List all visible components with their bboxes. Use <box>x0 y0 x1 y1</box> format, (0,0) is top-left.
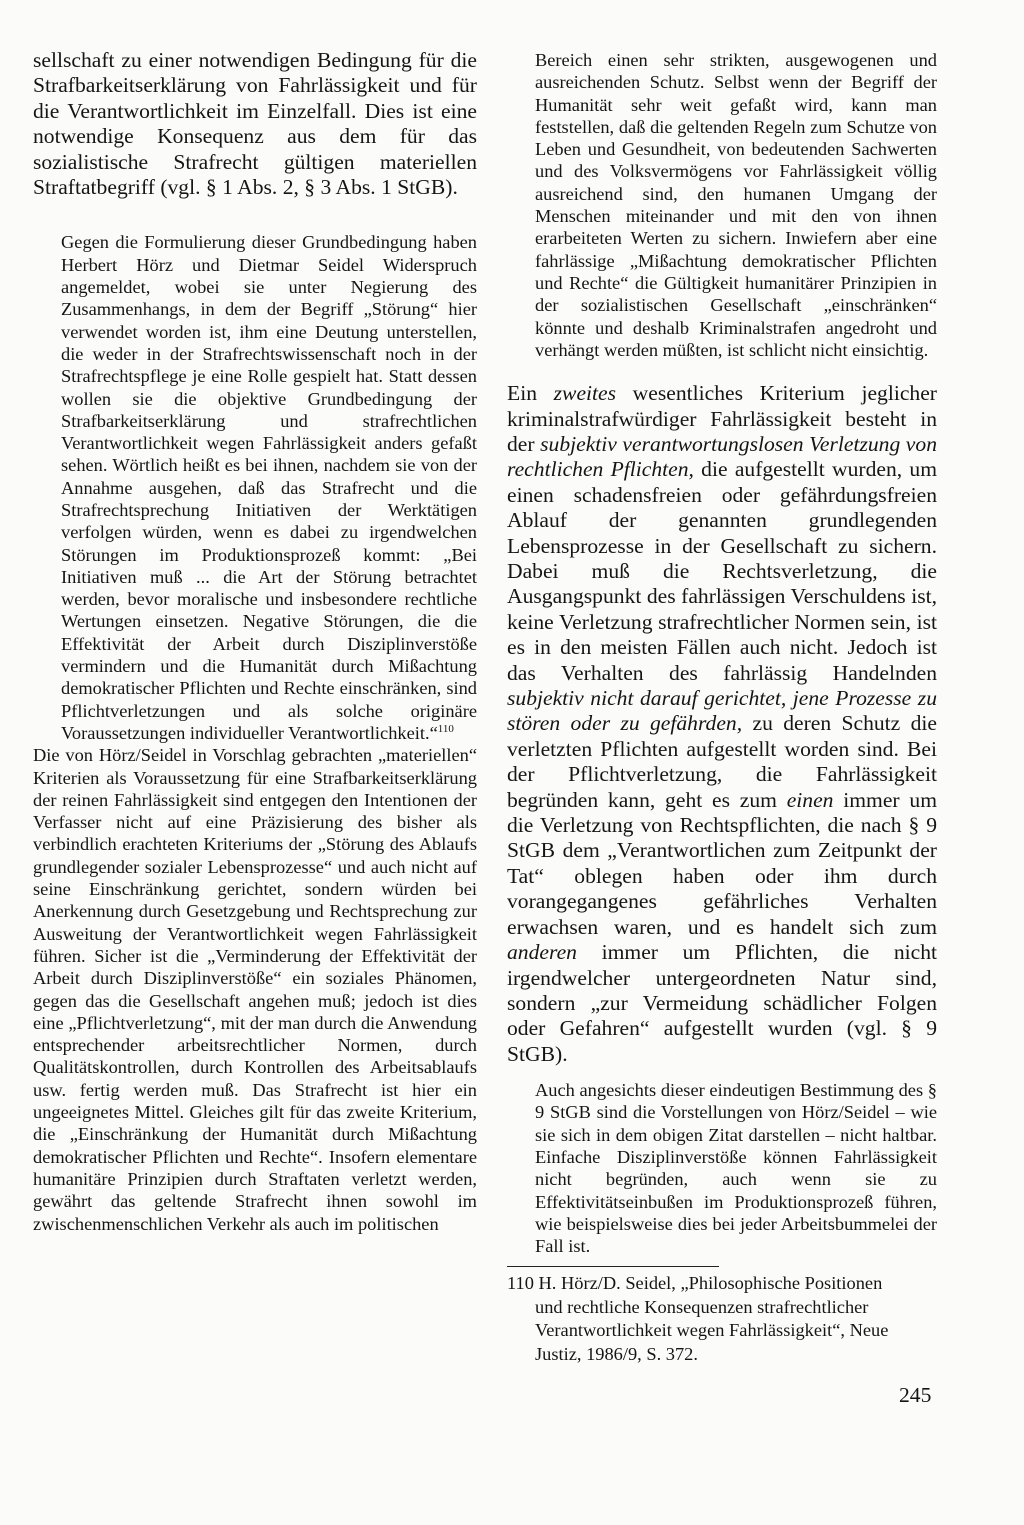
intro-paragraph: sellschaft zu einer notwendigen Bedingung für die Strafbarkeitserklärung von Fahrlässigkeit und für die Verantwortlichkeit im Einzelfall. Dies ist eine notwendige Konsequenz aus dem für das sozialistische Strafrecht gültigen materiellen Straftatbegriff (vgl. § 1 Abs. 2, § 3 Abs. 1 StGB). <box>33 48 477 200</box>
footnote-line: und rechtliche Konsequenzen strafrechtlicher <box>535 1296 869 1317</box>
indented-quote-text: Gegen die Formulierung dieser Grundbedingung haben Herbert Hörz und Dietmar Seidel Widerspruch angemeldet, wobei sie unter Negierung des Zusammenhangs, in dem der Begriff „Störung“ hier verwendet worden ist, ihm eine Deutung unterstellen, die weder in der Strafrechtswissenschaft noch in der Strafrechtspflege je eine Rolle gespielt hat. Statt dessen wollen sie die objektive Grundbedingung der Strafbarkeitserklärung und strafrechtlichen Verantwortlichkeit wegen Fahrlässigkeit anders gefaßt sehen. Wörtlich heißt es bei ihnen, nachdem sie von der Annahme ausgehen, daß das Strafrecht und die Strafrechtsprechung Initiativen der Werktätigen verfolgen würden, wenn es dabei zu irgendwelchen Störungen im Produktionsprozeß kommt: „Bei Initiativen muß ... die Art der Störung betrachtet werden, bevor moralische und insbesondere rechtliche Wertungen einsetzen. Negative Störungen, die die Effektivität der Arbeit durch Disziplinverstöße vermindern und die Humanität durch Mißachtung demokratischer Pflichten und Rechte einschränken, sind Pflichtverletzungen und als solche originäre Voraussetzungen individueller Verantwortlichkeit.“ <box>61 232 477 743</box>
text-run: die aufgestellt wurden, um einen schadensfreien oder gefährdungsfreien Ablauf der genannten grundlegenden Lebensprozesse in der Gesellschaft zu sichern. Dabei muß die Rechtsverletzung, die Ausgangspunkt des fahrlässigen Verschuldens ist, keine Verletzung strafrechtlicher Normen sein, ist es in den meisten Fällen auch nicht. Jedoch ist das Verhalten des fahrlässig Handelnden <box>507 457 938 685</box>
italic-run: anderen <box>507 940 577 965</box>
footnote-divider <box>507 1266 719 1267</box>
text-run: zu deren Schutz die verletzten Pflichten aufgestellt worden sind. Bei der Pflichtverletzung, die Fahrlässigkeit begründen kann, geht es zum <box>507 711 937 812</box>
footnote-reference: 110 <box>437 722 454 735</box>
indented-quote-paragraph <box>33 231 477 744</box>
main-paragraph-left: Die von Hörz/Seidel in Vorschlag gebrachten „materiellen“ Kriterien als Voraussetzung für eine Strafbarkeitserklärung der reinen Fahrlässigkeit sind entgegen den Intentionen der Verfasser nicht auf eine Präzisierung des bisher als verbindlich erachteten Kriteriums der „Störung des Ablaufs grundlegender sozialer Lebensprozesse“ und auch nicht auf seine Einschränkung gerichtet, sondern würden bei Anerkennung durch Gesetzgebung und Rechtsprechung zur Ausweitung der Verantwortlichkeit wegen Fahrlässigkeit führen. Sicher ist die „Verminderung der Effektivität der Arbeit durch Disziplinverstöße“ ein soziales Phänomen, gegen das die Gesellschaft angehen muß; jedoch ist dies eine „Pflichtverletzung“, mit der man durch die Anwendung entsprechender arbeitsrechtlicher Normen, durch Qualitätskontrollen, durch Kontrollen des Arbeitsablaufs usw. fertig werden muß. Das Strafrecht ist hier ein ungeeignetes Mittel. Gleiches gilt für das zweite Kriterium, die „Einschränkung der Humanität durch Mißachtung demokratischer Pflichten und Rechte“. Insofern elementare humanitäre Prinzipien durch Straftaten verletzt werden, gewährt das geltende Strafrecht ihnen sowohl im zwischenmenschlichen Verkehr als auch im politischen <box>33 745 477 1234</box>
footnote <box>507 1272 937 1366</box>
indented-paragraph-right: Auch angesichts dieser eindeutigen Bestimmung des § 9 StGB sind die Vorstellungen von Hörz/Seidel – wie sie sich in dem obigen Zitat darstellen – nicht haltbar. Einfache Disziplinverstöße können Fahrlässigkeit nicht begründen, auch wenn sie zu Effektivitätseinbußen im Produktionsprozeß führen, wie beispielsweise dies bei jeder Arbeitsbummelei der Fall ist. <box>535 1080 937 1257</box>
italic-run: subjektiv nicht darauf gerichtet, jene Prozesse zu stören oder zu gefährden, <box>507 686 937 736</box>
page-number: 245 <box>899 1383 932 1407</box>
italic-run: zweites <box>553 381 617 406</box>
italic-run: einen <box>786 787 834 812</box>
footnote-line: Verantwortlichkeit wegen Fahrlässigkeit“, Neue <box>535 1320 889 1340</box>
left-column <box>33 0 477 1235</box>
text-run: immer um Pflichten, die nicht irgendwelcher untergeordneten Natur sind, sondern „zur Vermeidung schädlicher Folgen oder Gefahren“ aufgestellt wurden (vgl. § 9 StGB). <box>507 940 937 1066</box>
text-run: Ein <box>507 381 554 406</box>
continuation-paragraph: Bereich einen sehr strikten, ausgewogenen und ausreichenden Schutz. Selbst wenn der Begriff der Humanität sehr weit gefaßt wird, kann man feststellen, daß die geltenden Regeln zum Schutze von Leben und Gesundheit, von bedeutenden Sachwerten und des Volksvermögens vor Fahrlässigkeit völlig ausreichend sind, den humanen Umgang der Menschen miteinander und mit den von ihnen erarbeiteten Werten zu sichern. Inwiefern aber eine fahrlässige „Mißachtung demokratischer Pflichten und Rechte“ die Gültigkeit humanitärer Prinzipien in der sozialistischen Gesellschaft „einschränken“ könnte und deshalb Kriminalstrafen angedroht und verhängt werden müßten, ist schlicht nicht einsichtig. <box>535 50 937 360</box>
footnote-line: 110 H. Hörz/D. Seidel, „Philosophische Positionen <box>507 1273 883 1293</box>
text-run: wesentliches Kriterium jeglicher kriminalstrafwürdiger Fahrlässigkeit besteht in der <box>507 381 937 456</box>
text-run: immer um die Verletzung von Rechtspflichten, die nach § 9 StGB dem „Verantwortlichen zum Zeitpunkt der Tat“ oblegen haben oder ihm durch vorangegangenes gefährliches Verhalten erwachsen waren, und es handelt sich zum <box>507 787 937 939</box>
right-column <box>507 0 937 1258</box>
italic-run: subjektiv verantwortungslosen Verletzung von rechtlichen Pflichten, <box>507 431 937 482</box>
footnote-line: Justiz, 1986/9, S. 372. <box>535 1343 698 1364</box>
main-paragraph-right <box>507 381 937 1067</box>
